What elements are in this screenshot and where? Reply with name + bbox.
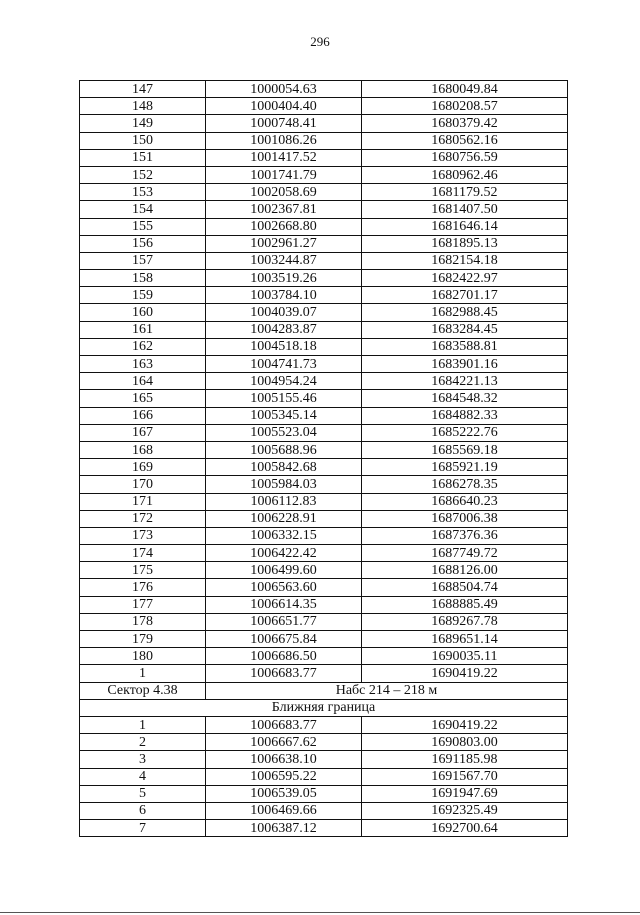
x-coordinate-cell: 1006595.22: [206, 768, 362, 785]
table-row: [80, 802, 568, 819]
coordinates-table: [79, 80, 568, 837]
table-row: [80, 132, 568, 149]
x-coordinate-cell: 1005688.96: [206, 441, 362, 458]
point-number-cell: 162: [80, 338, 206, 355]
table-row: [80, 407, 568, 424]
x-coordinate-cell: 1006332.15: [206, 527, 362, 544]
x-coordinate-cell: 1003244.87: [206, 252, 362, 269]
sector-label: Сектор 4.38: [80, 682, 206, 699]
table-row: [80, 424, 568, 441]
y-coordinate-cell: 1683588.81: [362, 338, 568, 355]
y-coordinate-cell: 1686278.35: [362, 476, 568, 493]
x-coordinate-cell: 1004283.87: [206, 321, 362, 338]
y-coordinate-cell: 1681407.50: [362, 201, 568, 218]
x-coordinate-cell: 1003784.10: [206, 287, 362, 304]
x-coordinate-cell: 1006667.62: [206, 734, 362, 751]
point-number-cell: 174: [80, 545, 206, 562]
table-row: [80, 631, 568, 648]
y-coordinate-cell: 1687006.38: [362, 510, 568, 527]
y-coordinate-cell: 1692325.49: [362, 802, 568, 819]
y-coordinate-cell: 1680208.57: [362, 98, 568, 115]
y-coordinate-cell: 1680756.59: [362, 149, 568, 166]
point-number-cell: 169: [80, 459, 206, 476]
x-coordinate-cell: 1000054.63: [206, 81, 362, 98]
table-row: [80, 81, 568, 98]
y-coordinate-cell: 1682701.17: [362, 287, 568, 304]
y-coordinate-cell: 1681179.52: [362, 184, 568, 201]
y-coordinate-cell: 1681895.13: [362, 235, 568, 252]
boundary-heading-row: [80, 699, 568, 716]
y-coordinate-cell: 1686640.23: [362, 493, 568, 510]
table-row: [80, 252, 568, 269]
y-coordinate-cell: 1680962.46: [362, 166, 568, 183]
x-coordinate-cell: 1006675.84: [206, 631, 362, 648]
table-row: [80, 613, 568, 630]
table-row: [80, 734, 568, 751]
y-coordinate-cell: 1687376.36: [362, 527, 568, 544]
x-coordinate-cell: 1004039.07: [206, 304, 362, 321]
x-coordinate-cell: 1006614.35: [206, 596, 362, 613]
table-row: [80, 562, 568, 579]
point-number-cell: 156: [80, 235, 206, 252]
y-coordinate-cell: 1688885.49: [362, 596, 568, 613]
scan-edge-line: [0, 912, 640, 913]
x-coordinate-cell: 1006228.91: [206, 510, 362, 527]
point-number-cell: 163: [80, 356, 206, 373]
point-number-cell: 176: [80, 579, 206, 596]
y-coordinate-cell: 1680562.16: [362, 132, 568, 149]
x-coordinate-cell: 1006469.66: [206, 802, 362, 819]
table-row: [80, 98, 568, 115]
y-coordinate-cell: 1684548.32: [362, 390, 568, 407]
table-row: [80, 287, 568, 304]
table-row: [80, 510, 568, 527]
point-number-cell: 155: [80, 218, 206, 235]
point-number-cell: 5: [80, 785, 206, 802]
boundary-points-table-body: [80, 716, 568, 836]
page-number: 296: [310, 34, 330, 49]
x-coordinate-cell: 1006651.77: [206, 613, 362, 630]
y-coordinate-cell: 1689651.14: [362, 631, 568, 648]
table-row: [80, 785, 568, 802]
point-number-cell: 164: [80, 373, 206, 390]
x-coordinate-cell: 1006112.83: [206, 493, 362, 510]
y-coordinate-cell: 1692700.64: [362, 820, 568, 837]
table-row: [80, 201, 568, 218]
y-coordinate-cell: 1684882.33: [362, 407, 568, 424]
y-coordinate-cell: 1683901.16: [362, 356, 568, 373]
table-row: [80, 476, 568, 493]
table-row: [80, 751, 568, 768]
point-number-cell: 4: [80, 768, 206, 785]
x-coordinate-cell: 1001741.79: [206, 166, 362, 183]
y-coordinate-cell: 1683284.45: [362, 321, 568, 338]
point-number-cell: 178: [80, 613, 206, 630]
x-coordinate-cell: 1003519.26: [206, 270, 362, 287]
point-number-cell: 179: [80, 631, 206, 648]
x-coordinate-cell: 1000748.41: [206, 115, 362, 132]
y-coordinate-cell: 1691185.98: [362, 751, 568, 768]
y-coordinate-cell: 1682154.18: [362, 252, 568, 269]
point-number-cell: 159: [80, 287, 206, 304]
table-row: [80, 149, 568, 166]
x-coordinate-cell: 1004741.73: [206, 356, 362, 373]
y-coordinate-cell: 1682422.97: [362, 270, 568, 287]
y-coordinate-cell: 1688504.74: [362, 579, 568, 596]
table-row: [80, 166, 568, 183]
table-row: [80, 596, 568, 613]
x-coordinate-cell: 1006683.77: [206, 716, 362, 733]
point-number-cell: 2: [80, 734, 206, 751]
x-coordinate-cell: 1005984.03: [206, 476, 362, 493]
y-coordinate-cell: 1680379.42: [362, 115, 568, 132]
x-coordinate-cell: 1004518.18: [206, 338, 362, 355]
point-number-cell: 150: [80, 132, 206, 149]
point-number-cell: 6: [80, 802, 206, 819]
table-row: [80, 304, 568, 321]
point-number-cell: 154: [80, 201, 206, 218]
x-coordinate-cell: 1005345.14: [206, 407, 362, 424]
x-coordinate-cell: 1000404.40: [206, 98, 362, 115]
x-coordinate-cell: 1006387.12: [206, 820, 362, 837]
point-number-cell: 147: [80, 81, 206, 98]
table-row: [80, 356, 568, 373]
point-number-cell: 1: [80, 716, 206, 733]
table-row: [80, 321, 568, 338]
point-number-cell: 157: [80, 252, 206, 269]
y-coordinate-cell: 1691567.70: [362, 768, 568, 785]
x-coordinate-cell: 1005155.46: [206, 390, 362, 407]
y-coordinate-cell: 1684221.13: [362, 373, 568, 390]
x-coordinate-cell: 1002058.69: [206, 184, 362, 201]
table-row: [80, 579, 568, 596]
table-row: [80, 270, 568, 287]
table-row: [80, 820, 568, 837]
point-number-cell: 180: [80, 648, 206, 665]
point-number-cell: 153: [80, 184, 206, 201]
sector-height-range: Набс 214 – 218 м: [206, 682, 568, 699]
point-number-cell: 3: [80, 751, 206, 768]
table-row: [80, 648, 568, 665]
table-row: [80, 338, 568, 355]
table-row: [80, 545, 568, 562]
point-number-cell: 171: [80, 493, 206, 510]
x-coordinate-cell: 1005842.68: [206, 459, 362, 476]
y-coordinate-cell: 1685222.76: [362, 424, 568, 441]
x-coordinate-cell: 1006499.60: [206, 562, 362, 579]
table-row: [80, 184, 568, 201]
y-coordinate-cell: 1687749.72: [362, 545, 568, 562]
point-number-cell: 173: [80, 527, 206, 544]
point-number-cell: 168: [80, 441, 206, 458]
table-row: [80, 716, 568, 733]
x-coordinate-cell: 1006422.42: [206, 545, 362, 562]
point-number-cell: 152: [80, 166, 206, 183]
point-number-cell: 166: [80, 407, 206, 424]
table-row: [80, 768, 568, 785]
table-row: [80, 493, 568, 510]
y-coordinate-cell: 1685921.19: [362, 459, 568, 476]
boundary-heading: Ближняя граница: [80, 699, 568, 716]
table-row: [80, 527, 568, 544]
y-coordinate-cell: 1690419.22: [362, 665, 568, 682]
x-coordinate-cell: 1004954.24: [206, 373, 362, 390]
table-row: [80, 115, 568, 132]
point-number-cell: 149: [80, 115, 206, 132]
point-number-cell: 160: [80, 304, 206, 321]
x-coordinate-cell: 1006686.50: [206, 648, 362, 665]
table-row: [80, 373, 568, 390]
points-table-body: [80, 81, 568, 683]
point-number-cell: 175: [80, 562, 206, 579]
point-number-cell: 165: [80, 390, 206, 407]
point-number-cell: 177: [80, 596, 206, 613]
table-row: [80, 235, 568, 252]
y-coordinate-cell: 1685569.18: [362, 441, 568, 458]
table-row: [80, 441, 568, 458]
point-number-cell: 151: [80, 149, 206, 166]
y-coordinate-cell: 1690035.11: [362, 648, 568, 665]
point-number-cell: 148: [80, 98, 206, 115]
x-coordinate-cell: 1001417.52: [206, 149, 362, 166]
y-coordinate-cell: 1680049.84: [362, 81, 568, 98]
sector-row: [80, 682, 568, 699]
x-coordinate-cell: 1006638.10: [206, 751, 362, 768]
sector-section: [80, 682, 568, 716]
x-coordinate-cell: 1002668.80: [206, 218, 362, 235]
point-number-cell: 1: [80, 665, 206, 682]
point-number-cell: 172: [80, 510, 206, 527]
y-coordinate-cell: 1681646.14: [362, 218, 568, 235]
point-number-cell: 158: [80, 270, 206, 287]
y-coordinate-cell: 1689267.78: [362, 613, 568, 630]
y-coordinate-cell: 1690803.00: [362, 734, 568, 751]
y-coordinate-cell: 1682988.45: [362, 304, 568, 321]
point-number-cell: 170: [80, 476, 206, 493]
table-row: [80, 390, 568, 407]
x-coordinate-cell: 1002367.81: [206, 201, 362, 218]
y-coordinate-cell: 1688126.00: [362, 562, 568, 579]
x-coordinate-cell: 1006563.60: [206, 579, 362, 596]
x-coordinate-cell: 1001086.26: [206, 132, 362, 149]
table-row: [80, 665, 568, 682]
x-coordinate-cell: 1006539.05: [206, 785, 362, 802]
point-number-cell: 167: [80, 424, 206, 441]
point-number-cell: 7: [80, 820, 206, 837]
point-number-cell: 161: [80, 321, 206, 338]
y-coordinate-cell: 1691947.69: [362, 785, 568, 802]
x-coordinate-cell: 1002961.27: [206, 235, 362, 252]
y-coordinate-cell: 1690419.22: [362, 716, 568, 733]
x-coordinate-cell: 1006683.77: [206, 665, 362, 682]
x-coordinate-cell: 1005523.04: [206, 424, 362, 441]
table-row: [80, 218, 568, 235]
table-row: [80, 459, 568, 476]
